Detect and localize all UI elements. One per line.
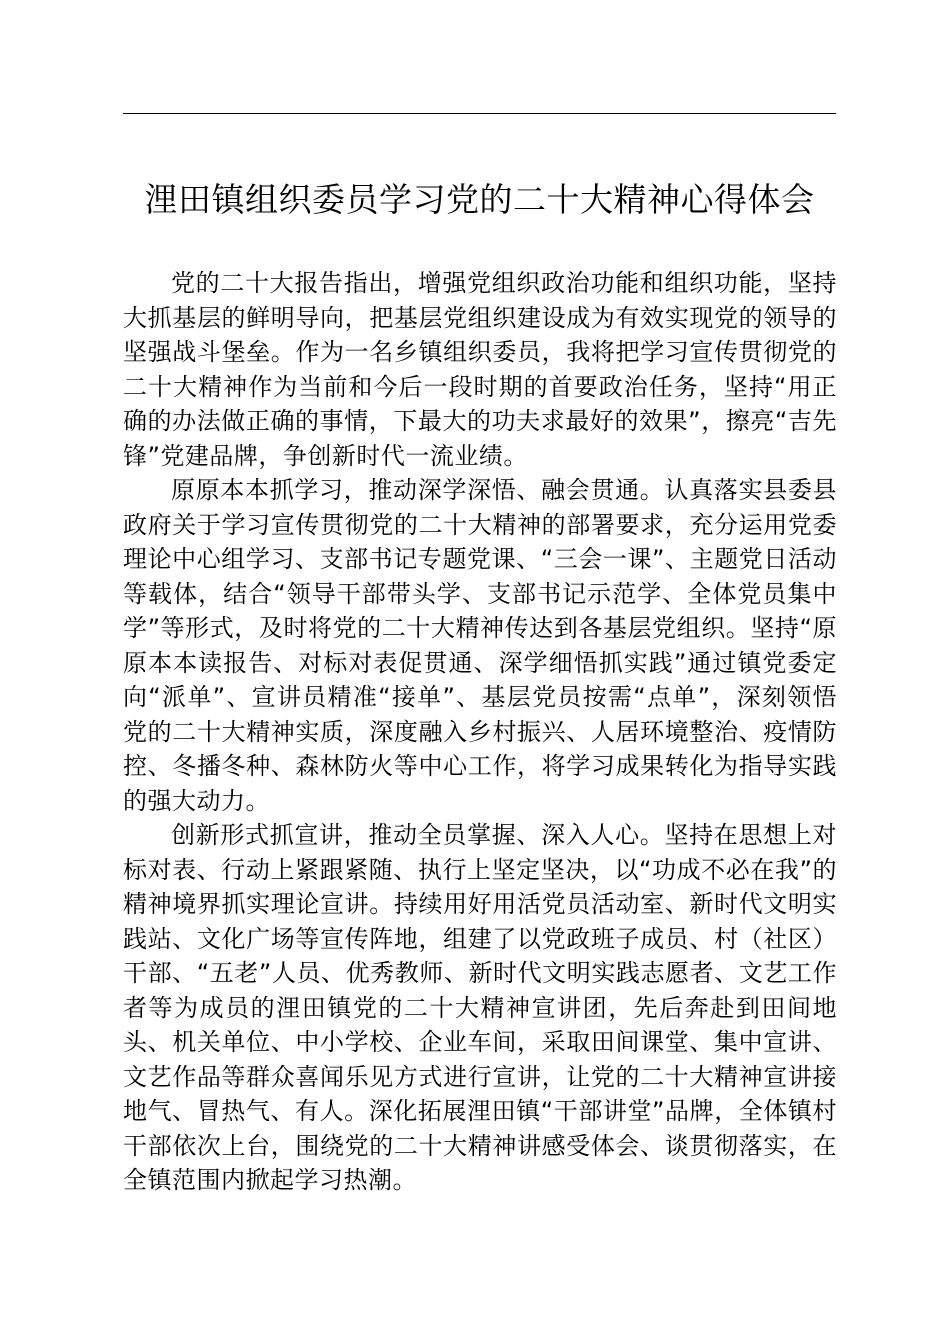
header-divider xyxy=(123,113,836,114)
paragraph-study: 原原本本抓学习，推动深学深悟、融会贯通。认真落实县委县政府关于学习宣传贯彻党的二十大精神的部署要求，充分运用党委理论中心组学习、支部书记专题党课、“三会一课”、主题党日活动等载体，结合“领导干部带头学、支部书记示范学、全体党员集中学”等形式，及时将党的二十大精神传达到各基层党组织。坚持“原原本本读报告、对标对表促贯通、深学细悟抓实践”通过镇党委定向“派单”、宣讲员精准“接单”、基层党员按需“点单”，深刻领悟党的二十大精神实质，深度融入乡村振兴、人居环境整治、疫情防控、冬播冬种、森林防火等中心工作，将学习成果转化为指导实践的强大动力。 xyxy=(123,476,837,815)
document-title: 浬田镇组织委员学习党的二十大精神心得体会 xyxy=(144,180,815,219)
document-body xyxy=(123,266,837,1198)
paragraph-intro: 党的二十大报告指出，增强党组织政治功能和组织功能，坚持大抓基层的鲜明导向，把基层党组织建设成为有效实现党的领导的坚强战斗堡垒。作为一名乡镇组织委员，我将把学习宣传贯彻党的二十大精神作为当前和今后一段时期的首要政治任务，坚持“用正确的办法做正确的事情，下最大的功夫求最好的效果”，擦亮“吉先锋”党建品牌，争创新时代一流业绩。 xyxy=(123,269,837,470)
paragraph-outreach: 创新形式抓宣讲，推动全员掌握、深入人心。坚持在思想上对标对表、行动上紧跟紧随、执行上坚定坚决，以“功成不必在我”的精神境界抓实理论宣讲。持续用好用活党员活动室、新时代文明实践站、文化广场等宣传阵地，组建了以党政班子成员、村（社区）干部、“五老”人员、优秀教师、新时代文明实践志愿者、文艺工作者等为成员的浬田镇党的二十大精神宣讲团，先后奔赴到田间地头、机关单位、中小学校、企业车间，采取田间课堂、集中宣讲、文艺作品等群众喜闻乐见方式进行宣讲，让党的二十大精神宣讲接地气、冒热气、有人。深化拓展浬田镇“干部讲堂”品牌，全体镇村干部依次上台，围绕党的二十大精神讲感受体会、谈贯彻落实，在全镇范围内掀起学习热潮。 xyxy=(123,821,837,1194)
